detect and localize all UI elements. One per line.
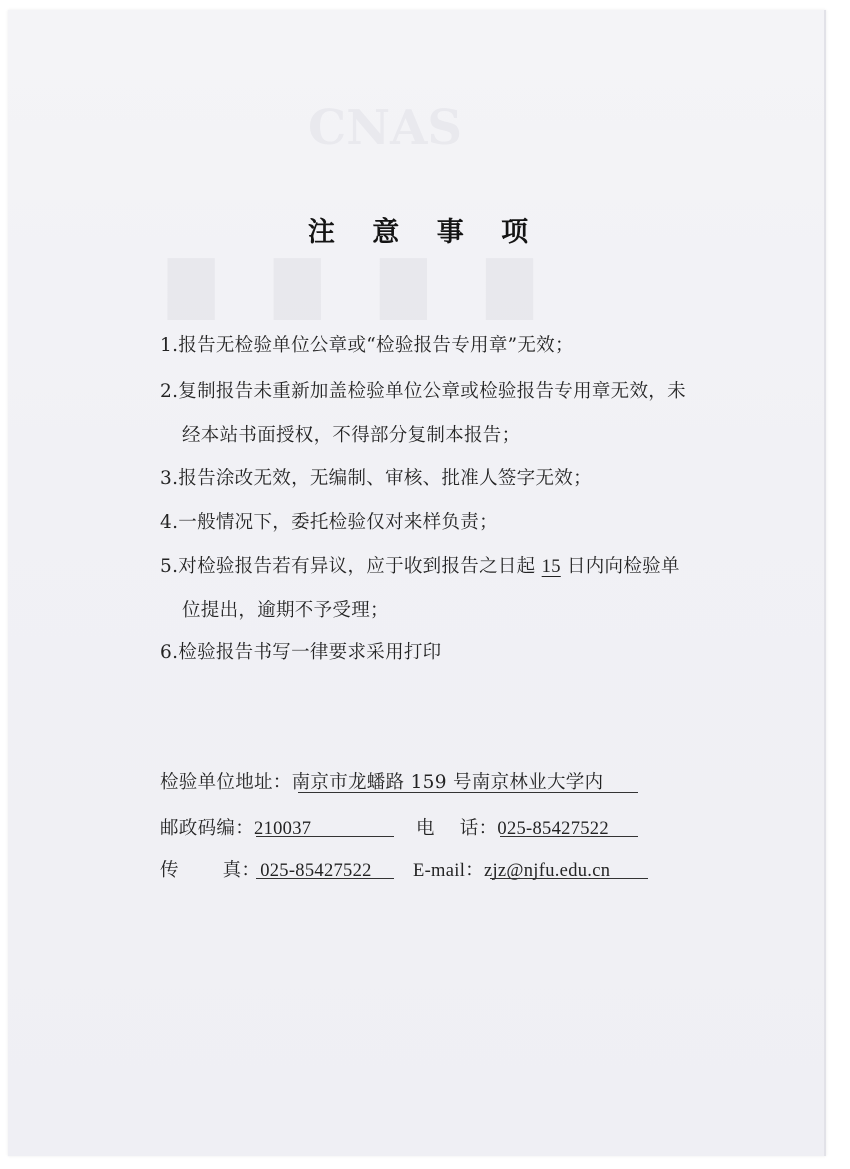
phone-value: 025-85427522	[497, 819, 609, 839]
note-text: 检验报告书写一律要求采用打印	[178, 642, 442, 663]
days-value: 15	[541, 557, 561, 577]
postcode-value: 210037	[254, 819, 312, 839]
note-2	[160, 377, 686, 403]
postcode-label: 邮政码编：	[160, 818, 255, 839]
note-number: 1.	[160, 335, 179, 356]
address-row	[160, 768, 603, 794]
note-5	[160, 552, 680, 578]
page-title: 注 意 事 项	[307, 217, 543, 248]
document-page	[8, 10, 826, 1156]
note-2-continuation: 经本站书面授权，不得部分复制本报告；	[182, 425, 521, 446]
email-label: E-mail：	[413, 861, 484, 881]
address-underline	[298, 792, 638, 793]
note-number: 4.	[160, 512, 179, 533]
note-number: 2.	[160, 381, 179, 402]
phone-label: 电 话：	[416, 818, 498, 839]
postcode-underline	[256, 836, 394, 837]
note-text: 一般情况下，委托检验仅对来样负责；	[178, 512, 498, 533]
fax-underline	[256, 878, 394, 879]
address-value: 南京市龙蟠路 159 号南京林业大学内	[291, 772, 604, 793]
show-through-heading: ▇▇▇▇	[168, 250, 593, 320]
note-5-continuation: 位提出，逾期不予受理；	[182, 600, 389, 621]
note-text: 报告无检验单位公章或“检验报告专用章”无效；	[178, 335, 574, 356]
note-1	[160, 331, 574, 357]
fax-label: 传 真：	[160, 860, 261, 881]
note-number: 6.	[160, 642, 179, 663]
note-number: 5.	[160, 556, 179, 577]
note-text: 报告涂改无效，无编制、审核、批准人签字无效；	[178, 468, 592, 489]
note-text: 复制报告未重新加盖检验单位公章或检验报告专用章无效，未	[178, 381, 686, 402]
address-label: 检验单位地址：	[160, 772, 292, 793]
email-underline	[490, 878, 648, 879]
phone-underline	[500, 836, 638, 837]
fax-value: 025-85427522	[260, 861, 372, 881]
note-6	[160, 638, 441, 664]
note-text-after: 日内向检验单	[560, 556, 680, 577]
note-4	[160, 508, 498, 534]
note-3	[160, 464, 592, 490]
note-number: 3.	[160, 468, 179, 489]
note-text-before: 对检验报告若有异议，应于收到报告之日起	[178, 556, 542, 577]
email-value: zjz@njfu.edu.cn	[483, 861, 611, 881]
show-through-logo: CNAS	[308, 100, 462, 156]
